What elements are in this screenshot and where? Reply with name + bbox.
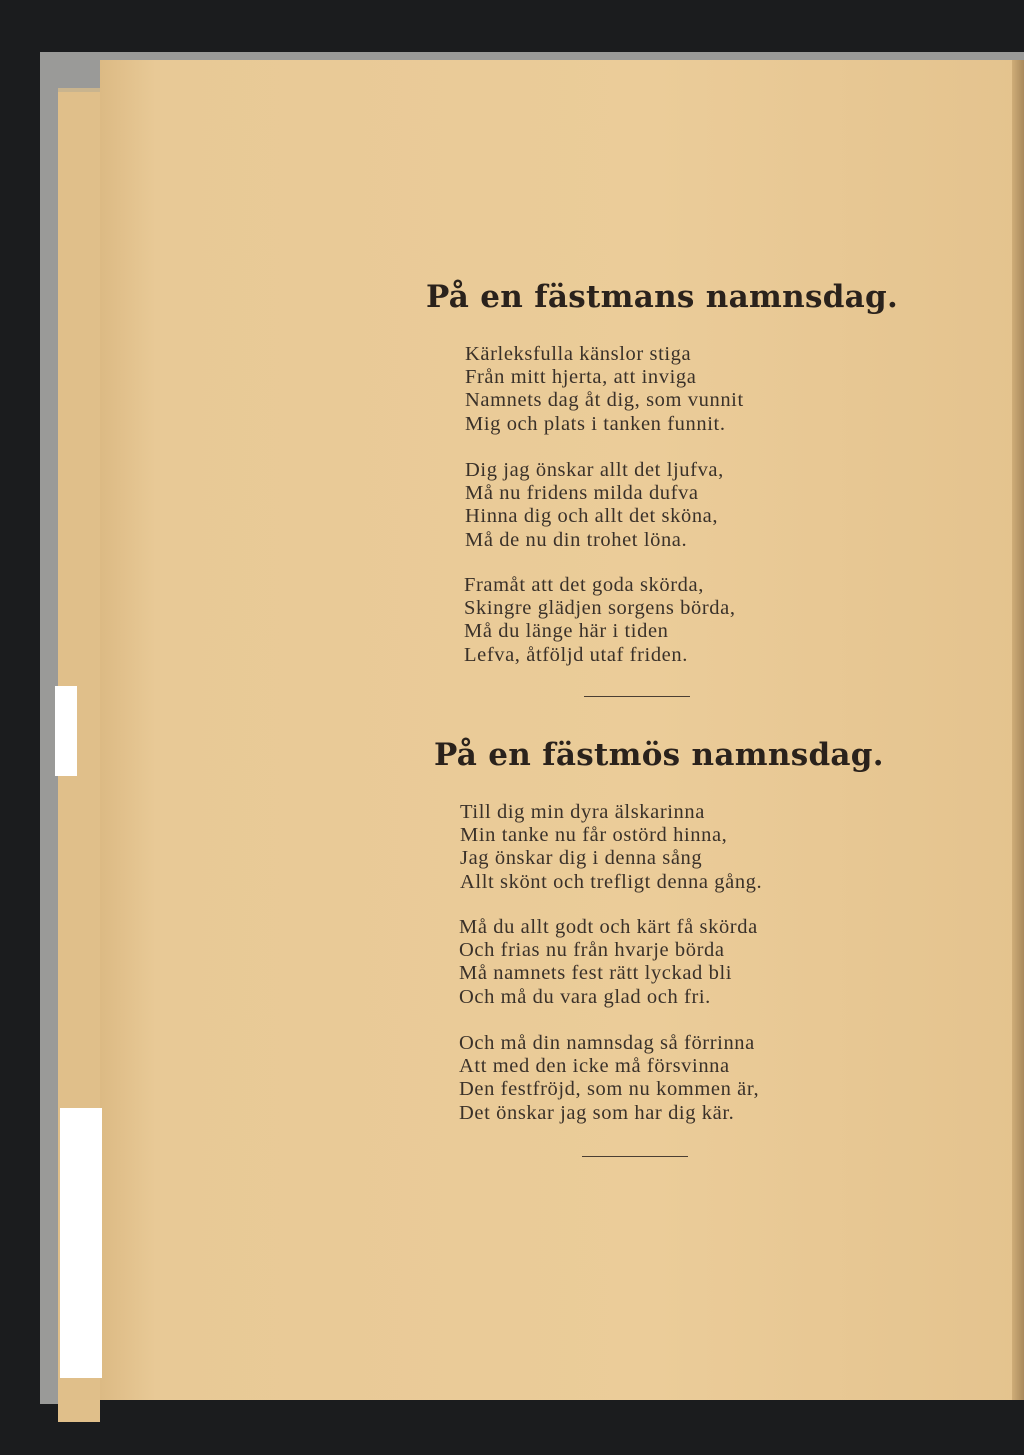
verse-line: Och må din namnsdag så förrinna [459, 1032, 755, 1054]
poem-title: På en fästmans namnsdag. [426, 279, 899, 315]
verse-line: Att med den icke må försvinna [459, 1055, 730, 1078]
verse-line: Från mitt hjerta, att inviga [465, 366, 697, 389]
stanza [460, 801, 762, 894]
verse-line: Skingre glädjen sorgens börda, [464, 597, 736, 620]
verse-line: Min tanke nu får ostörd hinna, [460, 824, 728, 847]
verse-line: Den festfröjd, som nu kommen är, [459, 1078, 760, 1101]
verse-line: Och frias nu från hvarje börda [459, 939, 725, 962]
verse-line: Jag önskar dig i denna sång [460, 847, 703, 870]
verse-line: Kärleksfulla känslor stiga [465, 343, 692, 365]
verse-line: Det önskar jag som har dig kär. [459, 1101, 735, 1124]
stanza [465, 343, 744, 436]
verse-line: Namnets dag åt dig, som vunnit [465, 389, 744, 412]
stanza [464, 574, 736, 667]
stanza [459, 916, 758, 1009]
redaction-mark [60, 1108, 102, 1378]
verse-line: Må de nu din trohet löna. [465, 528, 688, 551]
verse-line: Mig och plats i tanken funnit. [465, 412, 726, 435]
verse-line: Lefva, åtföljd utaf friden. [464, 643, 688, 666]
section-divider [582, 1156, 688, 1157]
stanza [459, 1032, 759, 1125]
verse-line: Allt skönt och trefligt denna gång. [460, 870, 763, 893]
verse-line: Till dig min dyra älskarinna [460, 801, 705, 823]
verse-line: Må nu fridens milda dufva [465, 482, 699, 505]
verse-line: Må du allt godt och kärt få skörda [459, 916, 758, 938]
verse-line: Dig jag önskar allt det ljufva, [465, 459, 724, 481]
poem-title: På en fästmös namnsdag. [434, 737, 884, 773]
verse-line: Framåt att det goda skörda, [464, 574, 704, 596]
stanza [465, 459, 724, 552]
scan-bottom-border [100, 1400, 1024, 1455]
verse-line: Må du länge här i tiden [464, 620, 669, 643]
verse-line: Hinna dig och allt det sköna, [465, 505, 719, 528]
page-right-edge [1012, 60, 1024, 1400]
verse-line: Och må du vara glad och fri. [459, 985, 711, 1008]
redaction-mark [55, 686, 77, 776]
verse-line: Må namnets fest rätt lyckad bli [459, 962, 733, 985]
section-divider [584, 696, 690, 697]
